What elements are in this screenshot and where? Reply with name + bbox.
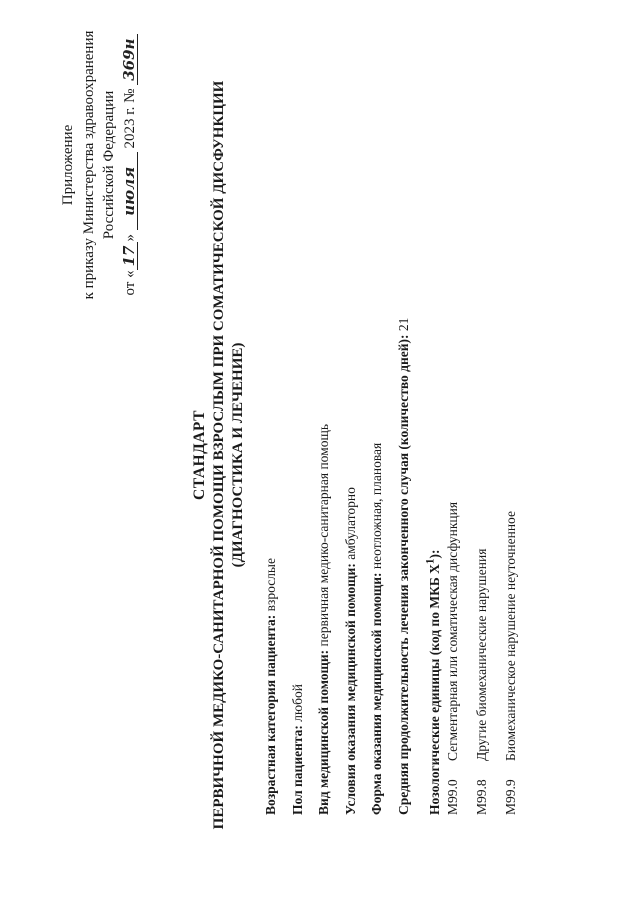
date-year: 2023 г. № [121, 88, 138, 149]
list-item [438, 25, 467, 815]
handwritten-order-number: 369н [121, 35, 138, 85]
appendix-title: Приложение [60, 124, 76, 206]
field-sex [285, 25, 312, 815]
field-value: 21 [395, 317, 411, 332]
icd-code: M99.9 [503, 779, 518, 815]
field-label: Вид медицинской помощи: [316, 649, 331, 815]
field-care-form [364, 25, 391, 815]
date-mid: » [121, 234, 138, 242]
document-title [190, 5, 249, 905]
field-label: Возрастная категория пациента: [263, 614, 278, 815]
field-label: Пол пациента: [289, 725, 305, 815]
icd-description: Другие биомеханические нарушения [474, 548, 489, 761]
icd-code: M99.8 [474, 779, 489, 815]
field-value: амбулаторно [342, 487, 358, 560]
appendix-header [58, 15, 140, 315]
field-value: первичная медико-санитарная помощь [316, 423, 331, 647]
title-standard: СТАНДАРТ [191, 410, 208, 500]
field-care-conditions [338, 25, 365, 815]
list-item [496, 25, 525, 815]
appendix-country: Российской Федерации [101, 90, 117, 240]
icd-code: M99.0 [445, 779, 460, 815]
field-age-category [258, 25, 285, 815]
footnote-mark: 1 [424, 558, 436, 565]
field-care-type [311, 25, 338, 815]
field-label: Средняя продолжительность лечения законченного случая (количество дней): [395, 334, 411, 815]
title-line-1: ПЕРВИЧНОЙ МЕДИКО-САНИТАРНОЙ ПОМОЩИ ВЗРОСЛЫМ ПРИ СОМАТИЧЕСКОЙ ДИСФУНКЦИИ [210, 80, 227, 830]
nosology-label: Нозологические единицы (код по МКБ $X^1$): [424, 549, 442, 815]
field-label: Условия оказания медицинской помощи: [342, 563, 358, 815]
date-prefix: от « [121, 270, 138, 296]
rotated-document-page [0, 5, 640, 905]
field-treatment-duration [391, 25, 418, 815]
appendix-order-ref: к приказу Министерства здравоохранения [80, 30, 97, 300]
nosology-list [438, 25, 525, 815]
field-value: неотложная, плановая [369, 442, 384, 570]
field-value: взрослые [263, 558, 278, 612]
icd-description: Биомеханическое нарушение неуточненное [503, 511, 518, 761]
handwritten-day: 17 [121, 242, 138, 271]
title-line-2: (ДИАГНОСТИКА И ЛЕЧЕНИЕ) [230, 342, 246, 568]
field-value: любой [289, 684, 305, 722]
field-label: Форма оказания медицинской помощи: [369, 572, 384, 815]
list-item [467, 25, 496, 815]
icd-description: Сегментарная или соматическая дисфункция [445, 501, 460, 761]
appendix-date-line [120, 35, 141, 296]
handwritten-month: июля [121, 152, 138, 230]
standard-parameters [258, 25, 448, 815]
